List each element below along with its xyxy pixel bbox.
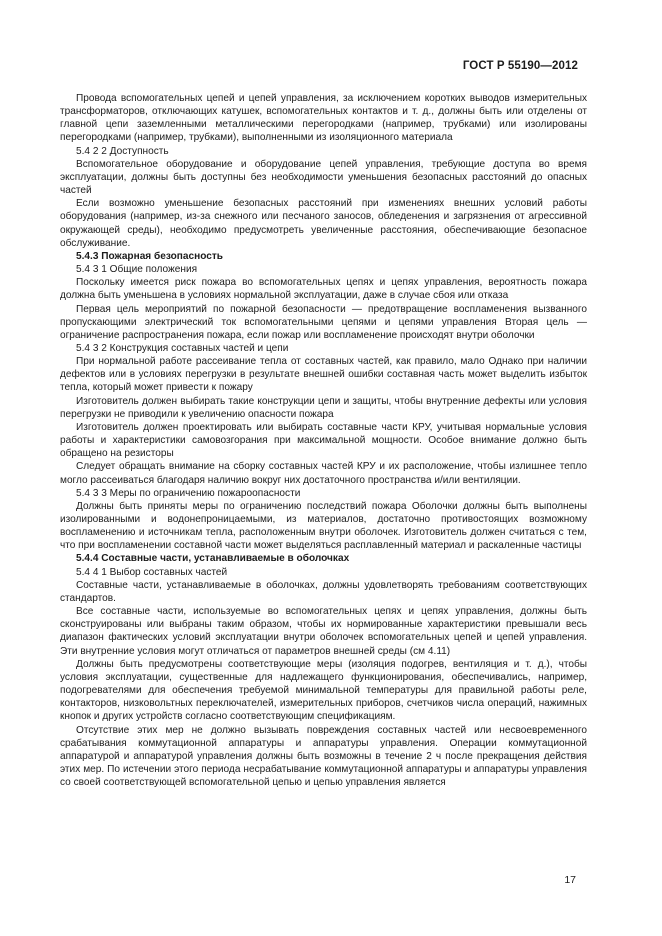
section-heading: 5.4.4 Составные части, устанавливаемые в оболочках xyxy=(76,553,350,565)
paragraph: Все составные части, используемые во вспомогательных цепях и цепях управления, должны быть сконструированы или выбраны таким образом, чтобы их нормированные характеристики превышали весь диапазон фактических условий эксплуатации внутри оболочек вспомогательных цепей и цепей управления. Эти внутренние условия могут отличаться от параметров внешней среды (см 4.11) xyxy=(60,606,587,657)
paragraph: Составные части, устанавливаемые в оболочках, должны удовлетворять требованиям соответствующих стандартов. xyxy=(60,579,587,604)
paragraph: Поскольку имеется риск пожара во вспомогательных цепях и цепях управления, вероятность пожара должна быть уменьшена в условиях нормальной эксплуатации, даже в случае сбоя или отказа xyxy=(60,277,587,302)
paragraph: Изготовитель должен проектировать или выбирать составные части КРУ, учитывая нормальные условия работы и характеристики самовозгорания при максимальной мощности. Особое внимание должно быть обращено на резисторы xyxy=(60,421,587,460)
paragraph: Должны быть предусмотрены соответствующие меры (изоляция подогрев, вентиляция и т. д.), чтобы условия эксплуатации, существенные для надлежащего функционирования, обеспечивались, например, подогревателями для обеспечения требуемой минимальной температуры для правильной работы реле, контакторов, низковольтных переключателей, измерительных приборов, счетчиков числа операций, нажимных кнопок и других устройств согласно соответствующим спецификациям. xyxy=(60,658,587,723)
subsection-heading: 5.4 3 3 Меры по ограничению пожароопасности xyxy=(76,487,301,499)
document-number: ГОСТ Р 55190—2012 xyxy=(462,60,578,72)
paragraph: Вспомогательное оборудование и оборудование цепей управления, требующие доступа во время эксплуатации, должны быть доступны без необходимости уменьшения безопасных расстояний до опасных частей xyxy=(60,158,587,197)
paragraph: При нормальной работе рассеивание тепла от составных частей, как правило, мало Однако при наличии дефектов или в условиях перегрузки в результате внешней ошибки составная часть может выделить избыток тепла, который может привести к пожару xyxy=(60,356,587,394)
subsection-heading: 5.4 3 1 Общие положения xyxy=(76,264,198,276)
paragraph: Изготовитель должен выбирать такие конструкции цепи и защиты, чтобы внутренние дефекты или условия перегрузки не приводили к увеличению опасности пожара xyxy=(60,395,587,420)
paragraph: Отсутствие этих мер не должно вызывать повреждения составных частей или несвоевременного срабатывания коммутационной аппаратуры и аппаратуры управления. Операции коммутационной аппаратурой и аппаратурой управления должны быть возможны в течение 2 ч после прекращения действия этих мер. По истечении этого периода несрабатывание коммутационной аппаратуры и аппаратуры управления со своей соответствующей вспомогательной цепью и цепью управления является xyxy=(60,724,587,789)
paragraph: Если возможно уменьшение безопасных расстояний при изменениях внешних условий работы оборудования (например, из-за снежного или песчаного заносов, обледенения и загрязнения от агрессивной окружающей среды), необходимо предусмотреть увеличенные расстояния, обеспечивающие безопасное обслуживание. xyxy=(60,198,587,249)
subsection-heading: 5.4 2 2 Доступность xyxy=(76,145,169,157)
paragraph: Должны быть приняты меры по ограничению последствий пожара Оболочки должны быть выполнены изолированными и водонепроницаемыми, из материалов, достаточно противостоящих возможному воспламенению и источникам тепла, расположенным внутри оболочек. Изготовитель должен считаться с тем, что при воспламенении составной части может выделяться расплавленный материал и раскаленные частицы xyxy=(60,500,587,552)
subsection-heading: 5.4 4 1 Выбор составных частей xyxy=(76,566,228,578)
page-number: 17 xyxy=(564,874,576,886)
paragraph: Первая цель мероприятий по пожарной безопасности — предотвращение воспламенения вызванного пропускающими электрический ток вспомогательными цепями и цепями управления Вторая цель — ограничение распространения пожара, если пожар или воспламенение происходят внутри оболочки xyxy=(60,303,587,341)
paragraph: Провода вспомогательных цепей и цепей управления, за исключением коротких выводов измерительных трансформаторов, отключающих катушек, вспомогательных контактов и т. д., должны быть или отделены от главной цепи заземленными металлическими перегородками (например, трубками) или изолированы перегородками (например, трубками), выполненными из изоляционного материала xyxy=(60,93,587,144)
document-body xyxy=(60,92,587,789)
section-heading: 5.4.3 Пожарная безопасность xyxy=(76,250,223,262)
subsection-heading: 5.4 3 2 Конструкция составных частей и цепи xyxy=(76,342,289,354)
paragraph: Следует обращать внимание на сборку составных частей КРУ и их расположение, чтобы излишнее тепло могло рассеиваться благодаря наличию вокруг них достаточного пространства и/или вентиляции. xyxy=(60,461,587,486)
